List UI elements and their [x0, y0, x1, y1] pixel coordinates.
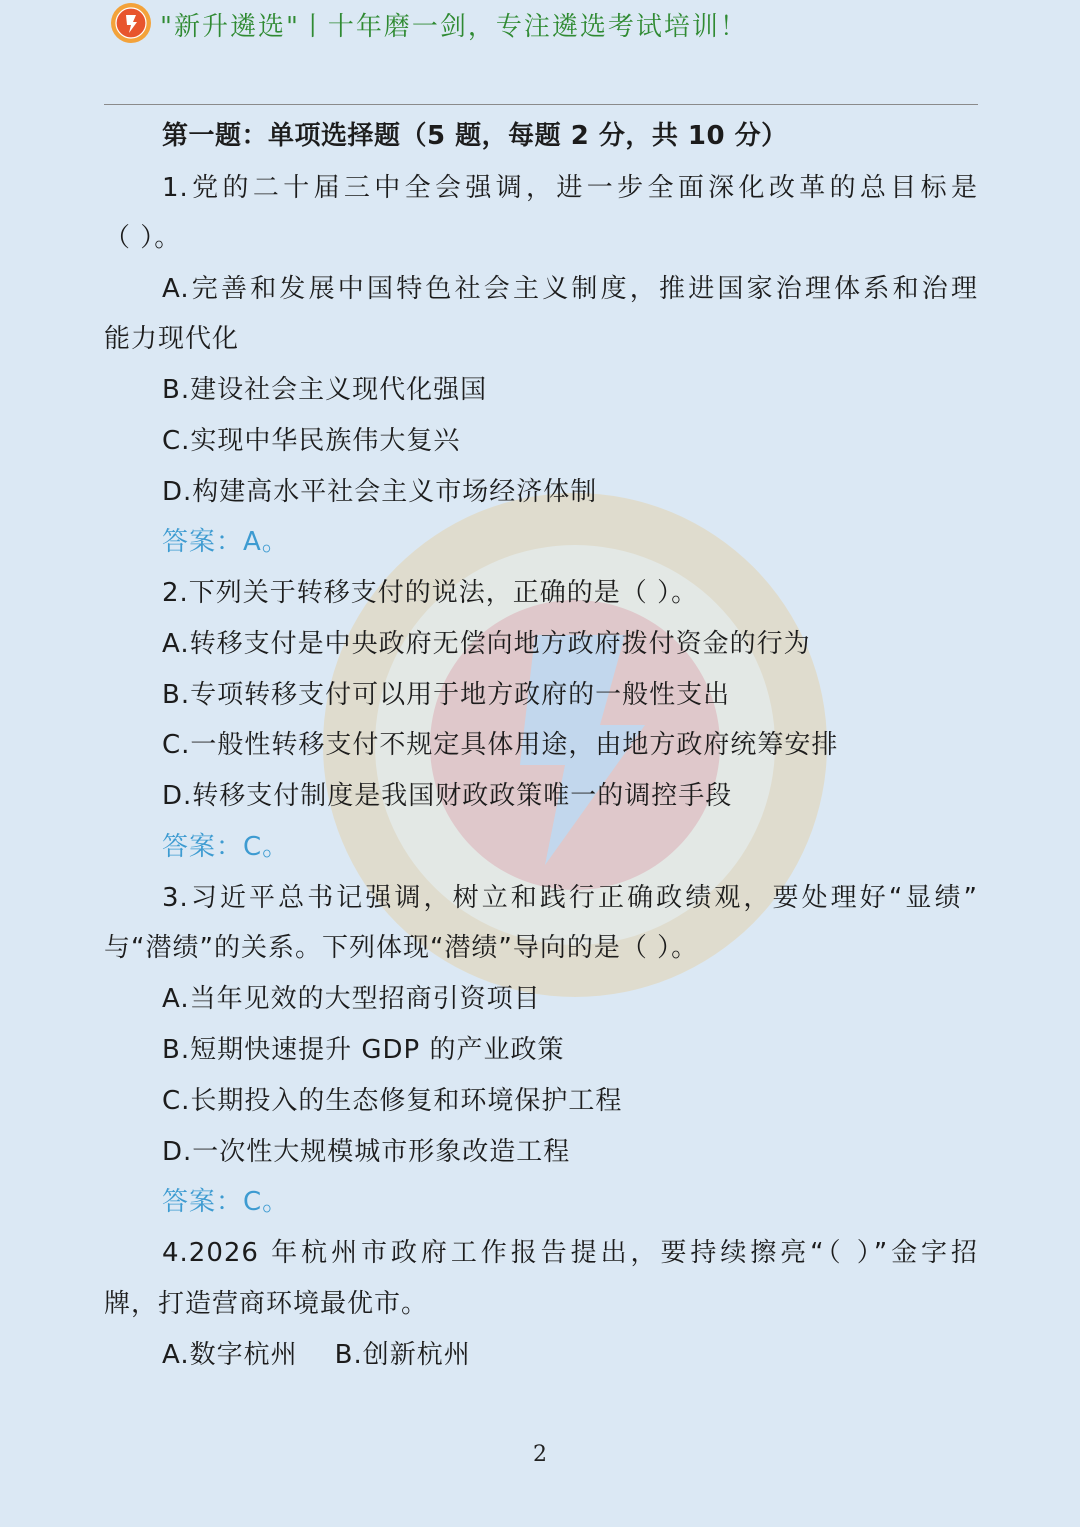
- question-3-option-a: A.当年见效的大型招商引资项目: [162, 984, 541, 1014]
- question-3-option-d: D.一次性大规模城市形象改造工程: [162, 1137, 571, 1167]
- question-1-option-c: C.实现中华民族伟大复兴: [162, 426, 461, 456]
- question-3-text-line-1: 3.习近平总书记强调，树立和践行正确政绩观，要处理好“显绩”: [162, 883, 978, 913]
- question-1-option-d: D.构建高水平社会主义市场经济体制: [162, 477, 598, 507]
- question-1-text-line-2: （ ）。: [104, 223, 182, 253]
- question-1-text-line-1: 1.党的二十届三中全会强调，进一步全面深化改革的总目标是: [162, 173, 978, 203]
- question-1-option-a-line-2: 能力现代化: [104, 324, 240, 354]
- question-2-option-d: D.转移支付制度是我国财政政策唯一的调控手段: [162, 781, 733, 811]
- question-1-answer: 答案：A。: [162, 527, 289, 557]
- question-2-option-b: B.专项转移支付可以用于地方政府的一般性支出: [162, 680, 731, 710]
- header-slogan: "新升遴选"丨十年磨一剑，专注遴选考试培训！: [160, 12, 748, 42]
- question-2-option-a: A.转移支付是中央政府无偿向地方政府拨付资金的行为: [162, 629, 811, 659]
- page-number: 2: [533, 1442, 547, 1467]
- question-3-option-c: C.长期投入的生态修复和环境保护工程: [162, 1086, 623, 1116]
- question-4-text-line-2: 牌，打造营商环境最优市。: [104, 1289, 429, 1319]
- question-2-text: 2.下列关于转移支付的说法，正确的是（ ）。: [162, 578, 699, 608]
- question-2-option-c: C.一般性转移支付不规定具体用途，由地方政府统筹安排: [162, 730, 839, 760]
- question-3-text-line-2: 与“潜绩”的关系。下列体现“潜绩”导向的是（ ）。: [104, 933, 699, 963]
- page-header: [104, 56, 978, 105]
- section-title: 第一题：单项选择题（5 题，每题 2 分，共 10 分）: [162, 121, 788, 151]
- question-3-option-b: B.短期快速提升 GDP 的产业政策: [162, 1035, 565, 1065]
- question-2-answer: 答案：C。: [162, 832, 290, 862]
- question-1-option-b: B.建设社会主义现代化强国: [162, 375, 488, 405]
- question-3-answer: 答案：C。: [162, 1187, 290, 1217]
- question-4-options-a-b: A.数字杭州 B.创新杭州: [162, 1340, 471, 1370]
- brand-logo-icon: [110, 2, 152, 44]
- question-1-option-a-line-1: A.完善和发展中国特色社会主义制度，推进国家治理体系和治理: [162, 274, 978, 304]
- question-4-text-line-1: 4.2026 年杭州市政府工作报告提出，要持续擦亮“（ ）”金字招: [162, 1238, 978, 1268]
